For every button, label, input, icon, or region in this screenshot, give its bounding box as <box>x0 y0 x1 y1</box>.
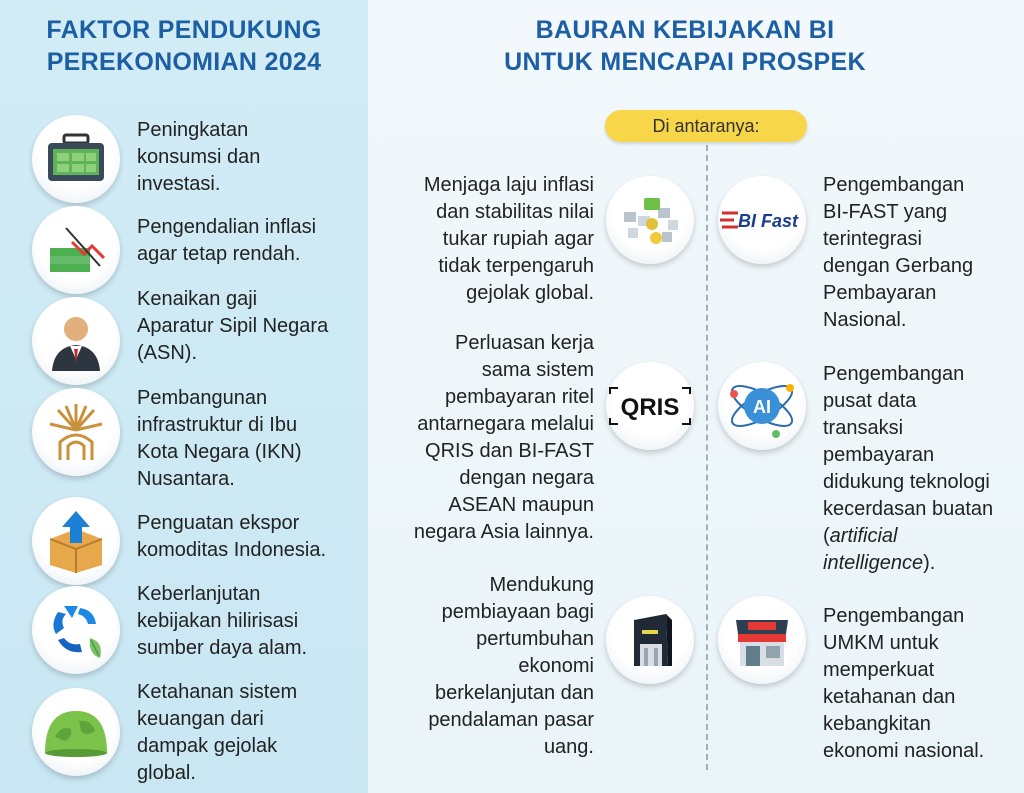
left-item-line: investasi. <box>137 173 221 195</box>
left-item-ikn <box>137 385 365 493</box>
paren-close: ). <box>923 552 936 574</box>
center-divider <box>706 145 708 770</box>
right-item-line: pusat data <box>823 390 917 412</box>
umkm-shop-icon <box>718 596 806 684</box>
mid-item-line: tukar rupiah agar <box>442 228 594 250</box>
right-item-line: ekonomi nasional. <box>823 740 985 762</box>
left-item-export <box>137 510 365 564</box>
left-item-line: (ASN). <box>137 342 197 364</box>
ai-atom-icon <box>718 362 806 450</box>
right-item-line: Pengembangan <box>823 363 965 385</box>
mid-item-line: sama sistem <box>481 359 594 381</box>
left-item-line: Ketahanan sistem <box>137 681 298 703</box>
right-item-line: dengan Gerbang <box>823 255 974 277</box>
left-title-line-1: FAKTOR PENDUKUNG <box>46 16 322 44</box>
mid-item-line: pembiayaan bagi <box>441 601 594 623</box>
right-item-line: transaksi <box>823 417 904 439</box>
mid-item-line: negara Asia lainnya. <box>413 521 594 543</box>
right-title-line-2: UNTUK MENCAPAI PROSPEK <box>504 48 866 76</box>
left-item-line: agar tetap rendah. <box>137 243 301 265</box>
mid-item-line: Perluasan kerja <box>455 332 594 354</box>
money-chart-icon <box>32 206 120 294</box>
export-box-icon <box>32 497 120 585</box>
mid-item-line: pembayaran ritel <box>445 386 594 408</box>
qris-logo-icon <box>606 362 694 450</box>
left-item-line: dampak gejolak <box>137 735 278 757</box>
mid-item-line: dan stabilitas nilai <box>436 201 594 223</box>
recycle-leaf-icon <box>32 586 120 674</box>
qris-logo-text: QRIS <box>620 394 680 421</box>
left-item-line: Kota Negara (IKN) <box>137 441 302 463</box>
paren-open: ( <box>823 525 830 547</box>
mid-item-line: Mendukung <box>489 574 594 596</box>
right-item-italic-line-1 <box>823 523 1019 550</box>
mid-item-line: berkelanjutan dan <box>434 682 594 704</box>
civil-servant-icon <box>32 297 120 385</box>
bi-fast-logo-text: BI Fast <box>737 211 799 231</box>
right-title <box>420 14 950 78</box>
left-item-line: Peningkatan <box>137 119 249 141</box>
left-item-inflation <box>137 214 365 268</box>
mid-item-line: antarnegara melalui <box>417 413 594 435</box>
right-item-line: Pengembangan <box>823 174 965 196</box>
ai-logo-text: AI <box>753 397 771 417</box>
left-item-line: Nusantara. <box>137 468 235 490</box>
mid-item-line: ekonomi <box>518 655 594 677</box>
right-item-line: Pengembangan <box>823 605 965 627</box>
right-item-line: Pembayaran <box>823 282 937 304</box>
left-item-line: Pengendalian inflasi <box>137 216 317 238</box>
left-item-line: Aparatur Sipil Negara <box>137 315 329 337</box>
mid-item-line: pertumbuhan <box>476 628 594 650</box>
mid-item-line: uang. <box>543 736 594 758</box>
left-item-consumption <box>137 117 365 198</box>
left-item-line: Kenaikan gaji <box>137 288 258 310</box>
right-item-data-center-ai <box>823 361 1019 577</box>
left-item-downstreaming <box>137 581 365 662</box>
mid-item-line: Menjaga laju inflasi <box>423 174 594 196</box>
left-item-line: Penguatan ekspor <box>137 512 300 534</box>
globe-icon <box>32 688 120 776</box>
mid-item-line: ASEAN maupun <box>448 494 594 516</box>
right-item-line: memperkuat <box>823 659 935 681</box>
left-item-line: sumber daya alam. <box>137 637 308 659</box>
right-item-line: terintegrasi <box>823 228 922 250</box>
mid-item-line: gejolak global. <box>466 282 594 304</box>
bi-fast-logo-icon <box>718 176 806 264</box>
italic-artificial: artificial <box>829 525 898 547</box>
mid-item-line: tidak terpengaruh <box>438 255 594 277</box>
left-item-asn-salary <box>137 286 365 367</box>
mid-item-sustainable-financing <box>378 572 594 761</box>
mid-item-line: pendalaman pasar <box>428 709 594 731</box>
left-item-line: keuangan dari <box>137 708 264 730</box>
left-item-line: Pembangunan <box>137 387 268 409</box>
right-item-line: ketahanan dan <box>823 686 956 708</box>
right-item-line: UMKM untuk <box>823 632 939 654</box>
mid-item-qris-cooperation <box>378 330 594 546</box>
italic-intelligence: intelligence <box>823 552 924 574</box>
left-title <box>10 14 358 78</box>
left-item-line: Keberlanjutan <box>137 583 261 605</box>
right-item-line: didukung teknologi <box>823 471 990 493</box>
right-item-line: Nasional. <box>823 309 907 331</box>
left-item-line: global. <box>137 762 196 784</box>
di-antaranya-pill: Di antaranya: <box>605 110 807 142</box>
right-title-line-1: BAURAN KEBIJAKAN BI <box>535 16 835 44</box>
right-item-italic-line-2 <box>823 550 1019 577</box>
right-item-line: BI-FAST yang <box>823 201 948 223</box>
bank-building-icon <box>606 596 694 684</box>
left-item-line: konsumsi dan <box>137 146 261 168</box>
mid-item-inflation-stability <box>378 172 594 307</box>
currency-stability-icon <box>606 176 694 264</box>
left-item-line: kebijakan hilirisasi <box>137 610 299 632</box>
mid-item-line: dengan negara <box>459 467 594 489</box>
right-item-umkm <box>823 603 1019 765</box>
left-item-line: komoditas Indonesia. <box>137 539 327 561</box>
left-item-line: infrastruktur di Ibu <box>137 414 298 436</box>
right-item-line: pembayaran <box>823 444 935 466</box>
right-item-bi-fast <box>823 172 1019 334</box>
left-title-line-2: PEREKONOMIAN 2024 <box>46 48 322 76</box>
briefcase-money-icon <box>32 115 120 203</box>
right-item-line: kecerdasan buatan <box>823 498 994 520</box>
mid-item-line: QRIS dan BI-FAST <box>425 440 594 462</box>
left-item-financial-resilience <box>137 679 365 787</box>
right-item-line: kebangkitan <box>823 713 931 735</box>
ikn-logo-icon <box>32 388 120 476</box>
